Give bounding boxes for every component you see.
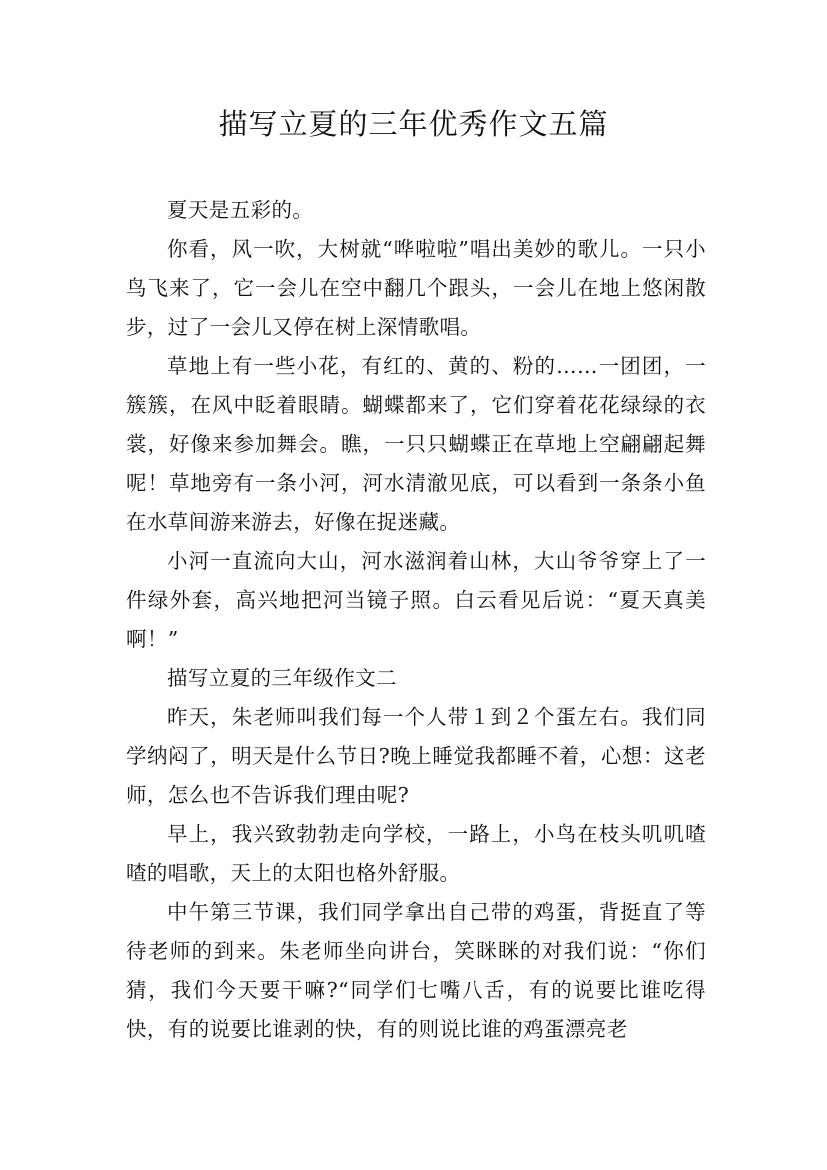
paragraph: 早上，我兴致勃勃走向学校，一路上，小鸟在枝头叽叽喳喳的唱歌，天上的太阳也格外舒服。 [126,822,706,885]
paragraph: 小河一直流向大山，河水滋润着山林，大山爷爷穿上了一件绿外套，高兴地把河当镜子照。白云看见后说：“夏天真美啊！” [126,549,706,651]
paragraph: 夏天是五彩的。 [167,198,314,222]
section-heading: 描写立夏的三年级作文二 [167,666,397,690]
document-body [126,191,706,1049]
paragraph: 中午第三节课，我们同学拿出自己带的鸡蛋，背挺直了等待老师的到来。朱老师坐向讲台，笑眯眯的对我们说：“你们猜，我们今天要干嘛?“同学们七嘴八舌，有的说要比谁吃得快，有的说要比谁剥的快，有的则说比谁的鸡蛋漂亮老 [126,900,706,1041]
paragraph: 你看，风一吹，大树就“哗啦啦”唱出美妙的歌儿。一只小鸟飞来了，它一会儿在空中翻几个跟头，一会儿在地上悠闲散步，过了一会儿又停在树上深情歌唱。 [126,237,706,339]
paragraph: 昨天，朱老师叫我们每一个人带１到２个蛋左右。我们同学纳闷了，明天是什么节日?晚上睡觉我都睡不着，心想：这老师，怎么也不告诉我们理由呢? [126,705,706,807]
paragraph: 草地上有一些小花，有红的、黄的、粉的……一团团，一簇簇，在风中眨着眼睛。蝴蝶都来了，它们穿着花花绿绿的衣裳，好像来参加舞会。瞧，一只只蝴蝶正在草地上空翩翩起舞呢！草地旁有一条小河，河水清澈见底，可以看到一条条小鱼在水草间游来游去，好像在捉迷藏。 [126,354,706,534]
document-title: 描写立夏的三年优秀作文五篇 [218,107,609,141]
